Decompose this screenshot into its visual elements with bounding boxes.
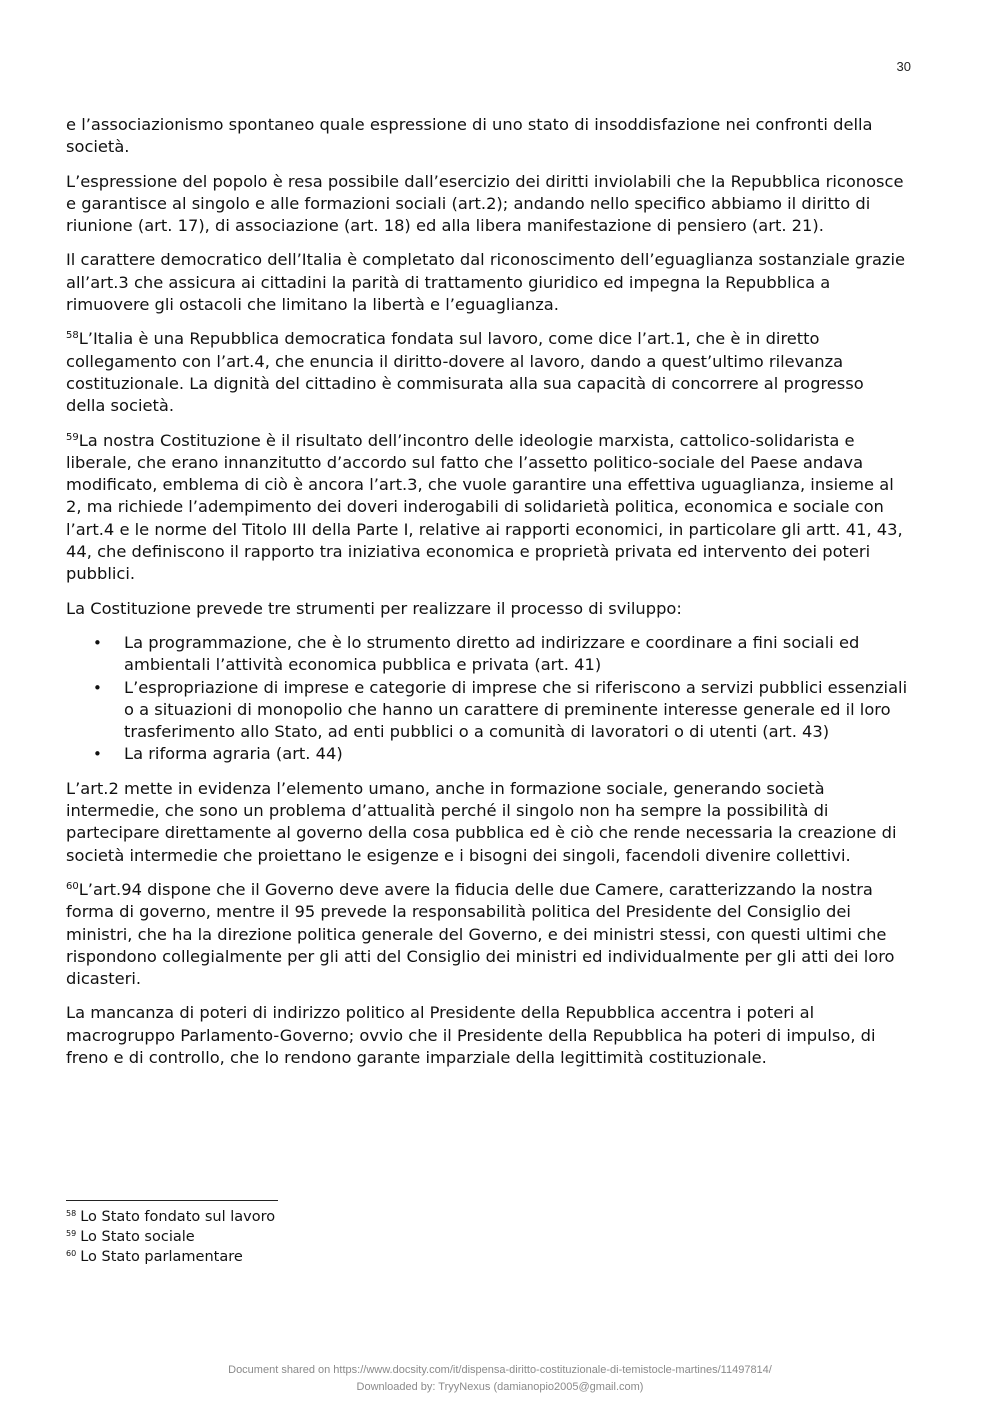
paragraph-text: La nostra Costituzione è il risultato dell’incontro delle ideologie marxista, cattolico-solidarista e liberale, che erano innanzitutto d’accordo sul fatto che l’assetto politico-sociale del Paese andava modificato, emblema di ciò è ancora l’art.3, che vuole garantire una effettiva uguaglianza, insieme al 2, ma richiede l’adempimento dei doveri inderogabili di solidarietà politica, economica e sociale con l’art.4 e le norme del Titolo III della Parte I, relative ai rapporti economici, in particolare gli artt. 41, 43, 44, che definiscono il rapporto tra iniziativa economica e proprietà privata ed intervento dei poteri pubblici.	[66, 430, 903, 584]
bullet-list	[66, 632, 908, 766]
footnote-ref[interactable]: 59	[66, 431, 79, 443]
footnote-number: 58	[66, 1209, 77, 1218]
list-item	[66, 677, 908, 744]
paragraph-text: L’espressione del popolo è resa possibile dall’esercizio dei diritti inviolabili che la Repubblica riconosce e garantisce al singolo e alle formazioni sociali (art.2); andando nello specifico abbiamo il diritto di riunione (art. 17), di associazione (art. 18) ed alla libera manifestazione di pensiero (art. 21).	[66, 171, 904, 236]
paragraph	[66, 114, 908, 159]
footnote-text: Lo Stato sociale	[80, 1229, 195, 1245]
paragraph	[66, 430, 908, 586]
paragraph	[66, 171, 908, 238]
footnote	[66, 1207, 275, 1227]
footnote-number: 60	[66, 1249, 77, 1258]
paragraph	[66, 1002, 908, 1069]
paragraph-text: L’Italia è una Repubblica democratica fondata sul lavoro, come dice l’art.1, che è in diretto collegamento con l’art.4, che enuncia il diritto-dovere al lavoro, dando a quest’ultimo rilevanza costituzionale. La dignità del cittadino è commisurata alla sua capacità di concorrere al progresso della società.	[66, 329, 864, 416]
footnote-text: Lo Stato parlamentare	[80, 1249, 243, 1265]
bullet-icon: •	[93, 633, 102, 652]
list-item-text: La programmazione, che è lo strumento diretto ad indirizzare e coordinare a fini sociali ed ambientali l’attività economica pubblica e privata (art. 41)	[124, 632, 860, 675]
body-text	[66, 114, 908, 1081]
share-url-line[interactable]: Document shared on https://www.docsity.com/it/dispensa-diritto-costituzionale-di-temistocle-martines/11497814/	[228, 1364, 772, 1376]
footnote-ref[interactable]: 58	[66, 330, 79, 342]
paragraph-text: L’art.2 mette in evidenza l’elemento umano, anche in formazione sociale, generando società intermedie, che sono un problema d’attualità perché il singolo non ha sempre la possibilità di partecipare direttamente al governo della cosa pubblica ed è ciò che rende necessaria la creazione di società intermedie che proiettano le esigenze e i bisogni dei singoli, facendoli divenire collettivi.	[66, 778, 897, 865]
paragraph	[66, 249, 908, 316]
list-item-text: La riforma agraria (art. 44)	[124, 744, 343, 764]
list-item	[66, 743, 908, 765]
footnotes	[66, 1207, 275, 1267]
paragraph	[66, 778, 908, 867]
list-item-text: L’espropriazione di imprese e categorie di imprese che si riferiscono a servizi pubblici essenziali o a situazioni di monopolio che hanno un carattere di preminente interesse generale ed il loro trasferimento allo Stato, ad enti pubblici o a comunità di lavoratori o di utenti (art. 43)	[124, 677, 908, 742]
footnote	[66, 1247, 275, 1267]
footnote-divider	[66, 1200, 278, 1201]
footnote-text: Lo Stato fondato sul lavoro	[80, 1209, 276, 1225]
paragraph-text: L’art.94 dispone che il Governo deve avere la fiducia delle due Camere, caratterizzando la nostra forma di governo, mentre il 95 prevede la responsabilità politica del Presidente del Consiglio dei ministri, che ha la direzione politica generale del Governo, e dei ministri stessi, con questi ultimi che rispondono collegialmente per gli atti del Consiglio dei ministri ed individualmente per gli atti dei loro dicasteri.	[66, 879, 895, 989]
paragraph-text: La Costituzione prevede tre strumenti per realizzare il processo di sviluppo:	[66, 598, 682, 618]
paragraph-text: La mancanza di poteri di indirizzo politico al Presidente della Repubblica accentra i poteri al macrogruppo Parlamento-Governo; ovvio che il Presidente della Repubblica ha poteri di impulso, di freno e di controllo, che lo rendono garante imparziale della legittimità costituzionale.	[66, 1003, 876, 1067]
paragraph	[66, 328, 908, 417]
paragraph-text: e l’associazionismo spontaneo quale espressione di uno stato di insoddisfazione nei confronti della società.	[66, 115, 873, 157]
paragraph	[66, 598, 908, 620]
paragraph	[66, 879, 908, 990]
page-number: 30	[896, 59, 911, 74]
bullet-icon: •	[93, 745, 102, 764]
paragraph-text: Il carattere democratico dell’Italia è completato dal riconoscimento dell’eguaglianza sostanziale grazie all’art.3 che assicura ai cittadini la parità di trattamento giuridico ed impegna la Repubblica a rimuovere gli ostacoli che limitano la libertà e l’eguaglianza.	[66, 250, 906, 315]
downloaded-by-line: Downloaded by: TryyNexus (damianopio2005@gmail.com)	[356, 1381, 644, 1393]
bullet-icon: •	[93, 678, 102, 697]
footnote-number: 59	[66, 1229, 77, 1238]
share-notice	[0, 1362, 1000, 1396]
footnote-ref[interactable]: 60	[66, 880, 79, 892]
list-item	[66, 632, 908, 677]
footnote	[66, 1227, 275, 1247]
